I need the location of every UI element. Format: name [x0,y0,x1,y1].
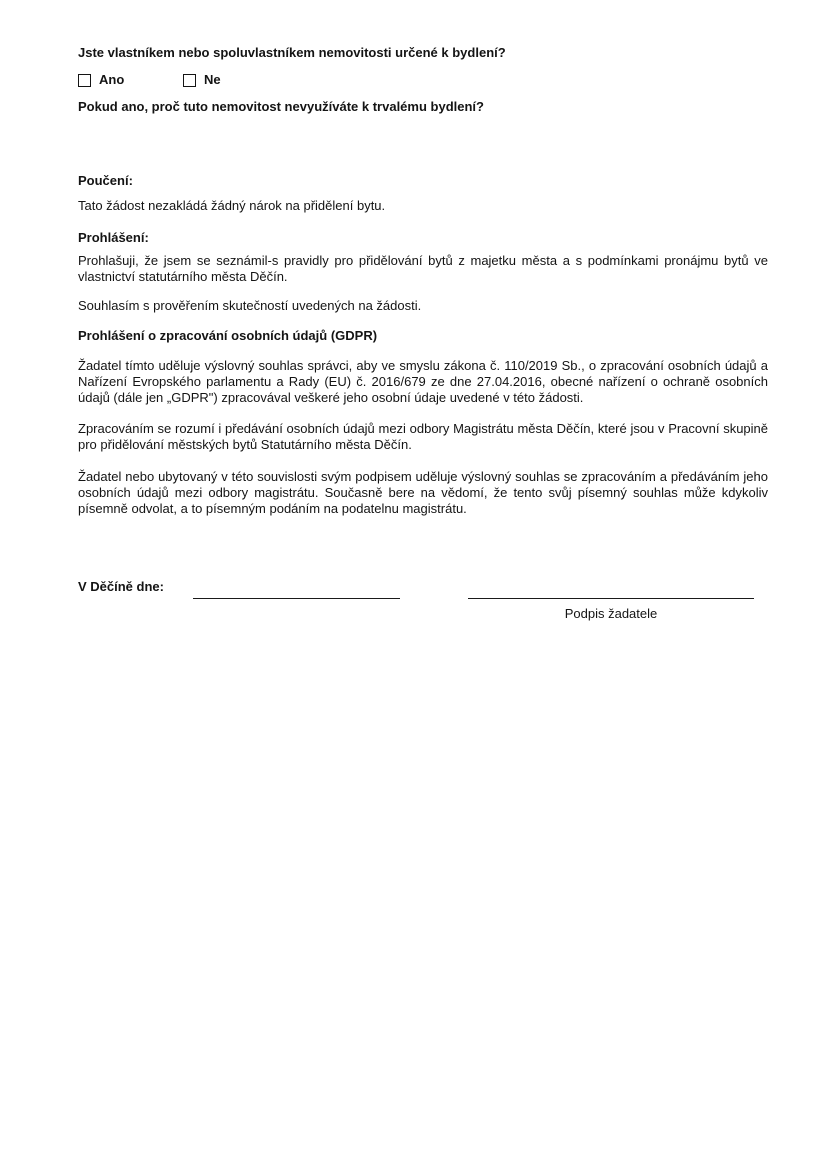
document-content [78,45,768,622]
gdpr-heading: Prohlášení o zpracování osobních údajů (GDPR) [78,328,378,343]
notice-heading: Poučení: [78,173,133,188]
declaration-paragraph-2: Souhlasím s prověřením skutečností uvedených na žádosti. [78,298,422,313]
checkbox-ne-icon[interactable] [183,74,196,87]
checkbox-ano-label: Ano [99,72,125,87]
declaration-heading: Prohlášení: [78,230,149,245]
gdpr-paragraph-3: Žadatel nebo ubytovaný v této souvislosti svým podpisem uděluje výslovný souhlas se zpracováním a předáváním jeho osobních údajů mezi odbory magistrátu. Současně bere na vědomí, že tento svůj písemný souhlas může kdykoliv písemně odvolat, a to písemným podáním na podatelnu magistrátu. [78,469,768,516]
question-reason: Pokud ano, proč tuto nemovitost nevyužíváte k trvalému bydlení? [78,99,484,114]
answer-write-area[interactable] [78,115,768,173]
date-fill-line[interactable] [193,579,400,599]
declaration-paragraph-1: Prohlašuji, že jsem se seznámil-s pravidly pro přidělování bytů z majetku města a s podmínkami pronájmu bytů ve vlastnictví statutárního města Děčín. [78,253,768,284]
checkbox-option-ano[interactable] [78,72,183,88]
checkbox-row [78,72,768,88]
signature-row [78,579,768,622]
signature-column [468,579,754,622]
checkbox-option-ne[interactable] [183,72,221,88]
date-label: V Děčíně dne: [78,579,164,594]
signature-caption: Podpis žadatele [564,606,658,621]
gdpr-paragraph-1: Žadatel tímto uděluje výslovný souhlas správci, aby ve smyslu zákona č. 110/2019 Sb., o zpracování osobních údajů a Nařízení Evropského parlamentu a Rady (EU) č. 2016/679 ze dne 27.04.2016, obecné nařízení o ochraně osobních údajů (dále jen „GDPR") zpracovával veškeré jeho osobní údaje uvedené v této žádosti. [78,358,768,405]
checkbox-ano-icon[interactable] [78,74,91,87]
checkbox-ne-label: Ne [204,72,221,87]
gdpr-paragraph-2: Zpracováním se rozumí i předávání osobních údajů mezi odbory Magistrátu města Děčín, které jsou v Pracovní skupině pro přidělování městských bytů Statutárního města Děčín. [78,421,768,452]
notice-text: Tato žádost nezakládá žádný nárok na přidělení bytu. [78,198,386,213]
question-ownership: Jste vlastníkem nebo spoluvlastníkem nemovitosti určené k bydlení? [78,45,506,60]
signature-fill-line[interactable] [468,579,754,599]
